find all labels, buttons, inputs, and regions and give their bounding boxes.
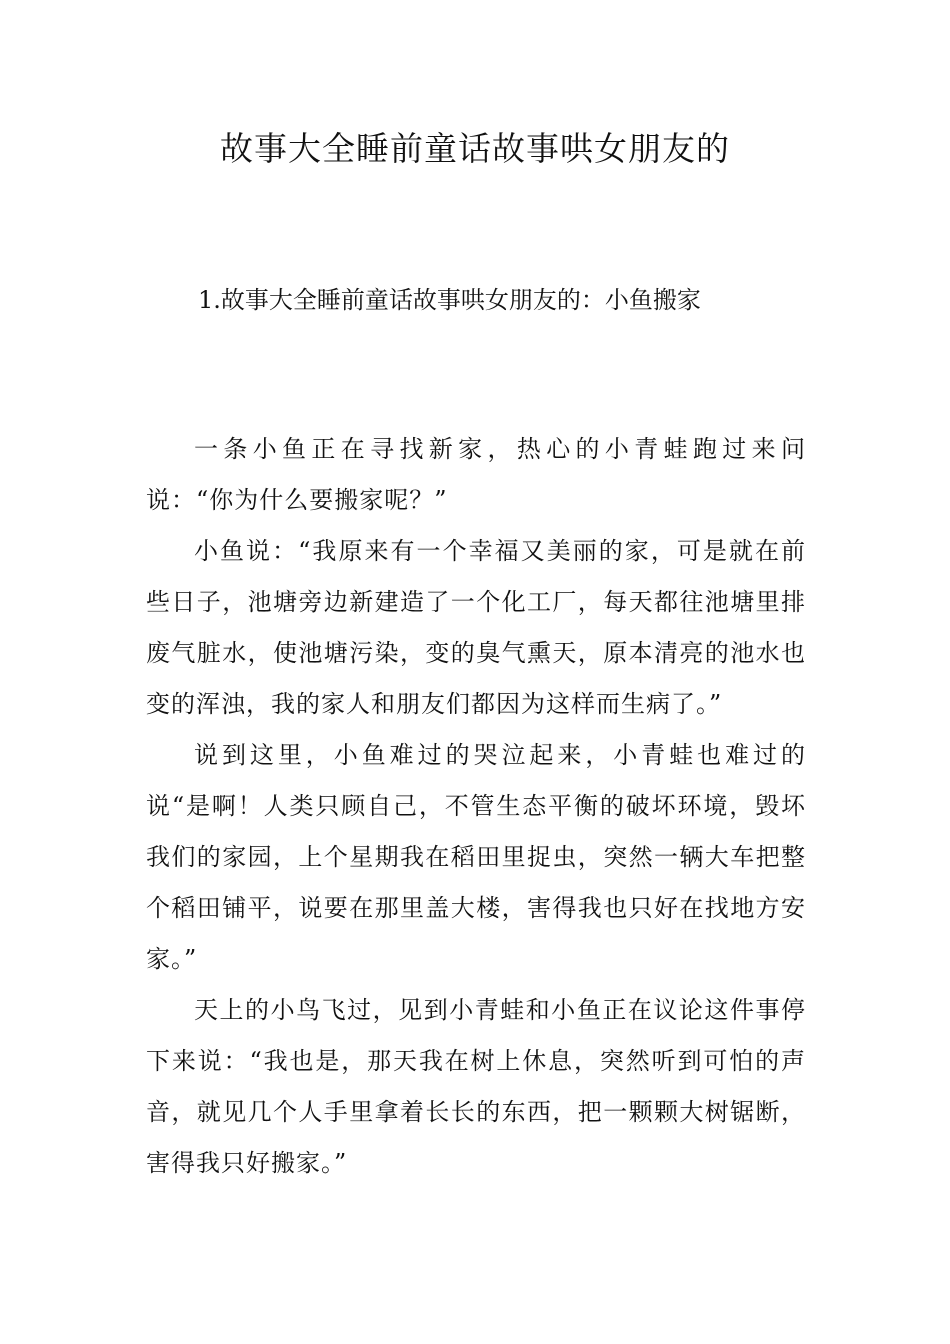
story-paragraph: 小鱼说：“我原来有一个幸福又美丽的家，可是就在前些日子，池塘旁边新建造了一个化工厂，每天都往池塘里排废气脏水，使池塘污染，变的臭气熏天，原本清亮的池水也变的浑浊，我的家人和朋友们都因为这样而生病了。” <box>146 537 806 718</box>
story-body <box>146 424 806 1189</box>
story-paragraph: 说到这里，小鱼难过的哭泣起来，小青蛙也难过的说“是啊！人类只顾自己，不管生态平衡的破坏环境，毁坏我们的家园，上个星期我在稻田里捉虫，突然一辆大车把整个稻田铺平，说要在那里盖大楼，害得我也只好在找地方安家。” <box>146 741 806 973</box>
section-heading: 1.故事大全睡前童话故事哄女朋友的：小鱼搬家 <box>198 286 701 314</box>
story-paragraph: 天上的小鸟飞过，见到小青蛙和小鱼正在议论这件事停下来说：“我也是，那天我在树上休息，突然听到可怕的声音，就见几个人手里拿着长长的东西，把一颗颗大树锯断，害得我只好搬家。” <box>146 996 806 1177</box>
story-paragraph: 一条小鱼正在寻找新家，热心的小青蛙跑过来问说：“你为什么要搬家呢？” <box>146 435 806 514</box>
document-title: 故事大全睡前童话故事哄女朋友的 <box>220 129 730 168</box>
